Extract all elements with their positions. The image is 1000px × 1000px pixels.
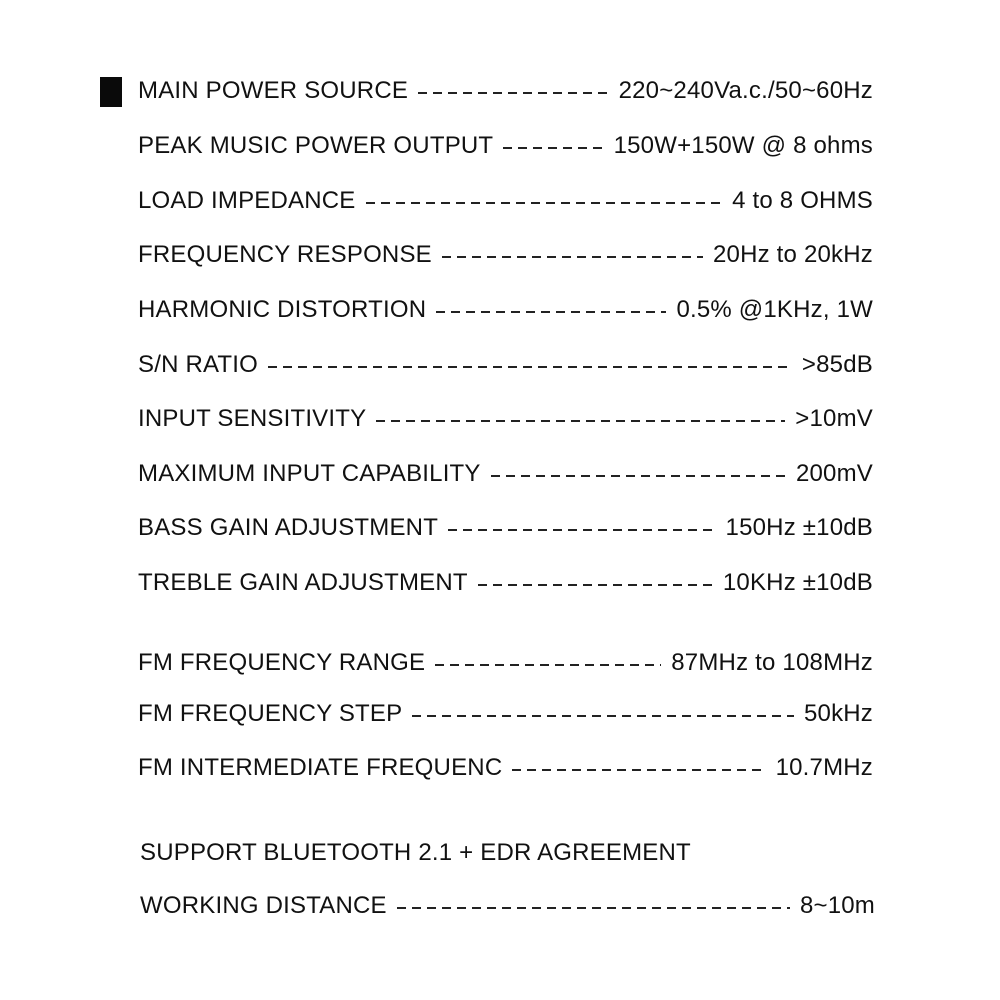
spec-label: FM FREQUENCY RANGE <box>138 649 426 676</box>
spec-value: 50kHz <box>803 700 873 727</box>
spec-row-harmonic-distortion <box>138 292 873 328</box>
spec-label: MAIN POWER SOURCE <box>138 77 409 104</box>
leader-dashes <box>268 366 792 368</box>
spec-value: 200mV <box>795 460 873 487</box>
section-marker <box>100 77 122 107</box>
leader-dashes <box>491 475 786 477</box>
spec-label: WORKING DISTANCE <box>140 892 387 919</box>
spec-label: FM FREQUENCY STEP <box>138 700 403 727</box>
spec-row-fm-if <box>138 750 873 786</box>
bluetooth-support-line <box>140 835 875 871</box>
spec-label: PEAK MUSIC POWER OUTPUT <box>138 132 494 159</box>
leader-dashes <box>503 147 603 149</box>
spec-value: 4 to 8 OHMS <box>732 187 873 214</box>
spec-row-input-sensitivity <box>138 401 873 437</box>
spec-label: FREQUENCY RESPONSE <box>138 241 432 268</box>
spec-row-frequency-response <box>138 237 873 273</box>
leader-dashes <box>442 256 703 258</box>
spec-row-bass-gain <box>138 510 873 546</box>
spec-value: 8~10m <box>799 892 875 919</box>
spec-value: 0.5% @1KHz, 1W <box>676 296 873 323</box>
spec-row-sn-ratio <box>138 347 873 383</box>
spec-value: >85dB <box>801 351 873 378</box>
leader-dashes <box>366 202 723 204</box>
spec-value: 20Hz to 20kHz <box>712 241 873 268</box>
spec-label: BASS GAIN ADJUSTMENT <box>138 514 439 541</box>
leader-dashes <box>435 664 661 666</box>
spec-label: FM INTERMEDIATE FREQUENC <box>138 754 503 781</box>
spec-row-fm-range <box>138 645 873 681</box>
leader-dashes <box>397 907 790 909</box>
spec-row-treble-gain <box>138 565 873 601</box>
spec-label: INPUT SENSITIVITY <box>138 405 367 432</box>
spec-value: 150W+150W @ 8 ohms <box>613 132 873 159</box>
spec-label: MAXIMUM INPUT CAPABILITY <box>138 460 481 487</box>
spec-value: 10.7MHz <box>775 754 873 781</box>
leader-dashes <box>376 420 785 422</box>
spec-row-main-power <box>138 73 873 109</box>
spec-label: TREBLE GAIN ADJUSTMENT <box>138 569 468 596</box>
spec-row-peak-power <box>138 128 873 164</box>
spec-row-working-distance <box>140 888 875 924</box>
leader-dashes <box>436 311 666 313</box>
spec-label: LOAD IMPEDANCE <box>138 187 356 214</box>
leader-dashes <box>448 529 715 531</box>
spec-row-max-input <box>138 456 873 492</box>
spec-row-fm-step <box>138 696 873 732</box>
bluetooth-support-text: SUPPORT BLUETOOTH 2.1 + EDR AGREEMENT <box>140 839 691 866</box>
leader-dashes <box>478 584 713 586</box>
spec-label: S/N RATIO <box>138 351 259 378</box>
spec-value: 220~240Va.c./50~60Hz <box>618 77 873 104</box>
spec-row-load-impedance <box>138 183 873 219</box>
leader-dashes <box>412 715 794 717</box>
spec-value: 150Hz ±10dB <box>725 514 873 541</box>
spec-label: HARMONIC DISTORTION <box>138 296 427 323</box>
spec-value: >10mV <box>795 405 873 432</box>
leader-dashes <box>512 769 765 771</box>
leader-dashes <box>418 92 608 94</box>
spec-value: 87MHz to 108MHz <box>671 649 873 676</box>
spec-value: 10KHz ±10dB <box>722 569 873 596</box>
